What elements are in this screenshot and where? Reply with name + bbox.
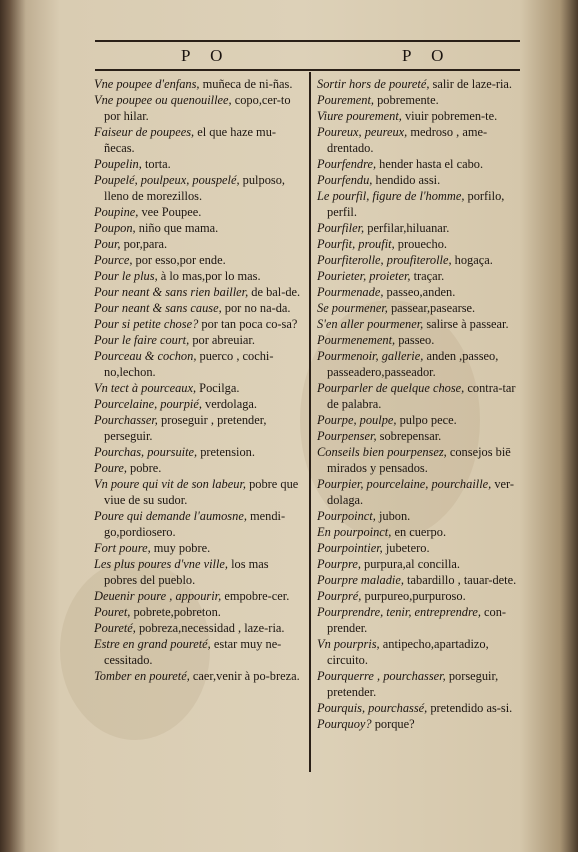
- dictionary-entry: [94, 668, 302, 684]
- dictionary-entry: [317, 76, 523, 92]
- entry-headword: Se pourmener,: [317, 301, 388, 315]
- entry-headword: Pourprendre, tenir, entreprendre,: [317, 605, 481, 619]
- entry-headword: Pourparler de quelque chose,: [317, 381, 465, 395]
- dictionary-entry: [94, 444, 302, 460]
- entry-definition: con-prender.: [327, 605, 507, 635]
- entry-definition: de bal-de.: [248, 285, 301, 299]
- entry-definition: pobre que viue de su sudor.: [104, 477, 299, 507]
- dictionary-entry: [94, 156, 302, 172]
- entry-definition: hendido assi.: [372, 173, 441, 187]
- entry-definition: torta.: [141, 157, 171, 171]
- dictionary-entry: [94, 236, 302, 252]
- entry-headword: Poureté,: [94, 621, 136, 635]
- dictionary-entry: [317, 572, 523, 588]
- entry-headword: Pourpe, poulpe,: [317, 413, 397, 427]
- entry-definition: en cuerpo.: [391, 525, 447, 539]
- left-column: [94, 76, 302, 684]
- dictionary-entry: [317, 316, 523, 332]
- entry-definition: pobrete,pobreton.: [130, 605, 221, 619]
- entry-definition: sobrepensar.: [376, 429, 442, 443]
- entry-headword: Pourfiterolle, proufiterolle,: [317, 253, 452, 267]
- header-rule: [95, 69, 520, 71]
- entry-definition: tabardillo , tauar-dete.: [403, 573, 517, 587]
- dictionary-entry: [317, 236, 523, 252]
- entry-definition: passeo.: [395, 333, 435, 347]
- dictionary-entry: [317, 332, 523, 348]
- dictionary-entry: [94, 396, 302, 412]
- dictionary-entry: [317, 380, 523, 412]
- dictionary-entry: [317, 268, 523, 284]
- entry-definition: porseguir, pretender.: [327, 669, 499, 699]
- entry-headword: Pourquoy?: [317, 717, 372, 731]
- entry-definition: jubetero.: [382, 541, 430, 555]
- entry-definition: traçar.: [410, 269, 445, 283]
- entry-headword: Faiseur de poupees,: [94, 125, 195, 139]
- entry-headword: Pource,: [94, 253, 133, 267]
- entry-headword: Pour neant & sans cause,: [94, 301, 222, 315]
- entry-definition: medroso , ame-drentado.: [327, 125, 488, 155]
- dictionary-entry: [317, 220, 523, 236]
- entry-headword: Pourquis, pourchassé,: [317, 701, 428, 715]
- entry-definition: empobre-cer.: [221, 589, 290, 603]
- entry-definition: mendi-go,pordiosero.: [104, 509, 286, 539]
- entry-definition: muy pobre.: [150, 541, 211, 555]
- entry-headword: Pourquerre , pourchasser,: [317, 669, 446, 683]
- entry-definition: por esso,por ende.: [132, 253, 226, 267]
- entry-definition: à lo mas,por lo mas.: [157, 269, 261, 283]
- dictionary-entry: [94, 332, 302, 348]
- entry-definition: el que haze mu-ñecas.: [104, 125, 277, 155]
- entry-headword: Fort poure,: [94, 541, 151, 555]
- dictionary-entry: [94, 556, 302, 588]
- entry-headword: Pourpenser,: [317, 429, 377, 443]
- dictionary-entry: [94, 348, 302, 380]
- entry-headword: Pourchas, poursuite,: [94, 445, 198, 459]
- entry-definition: caer,venir à po-breza.: [189, 669, 300, 683]
- entry-headword: Pourfendu,: [317, 173, 373, 187]
- entry-definition: antipecho,apartadizo, circuito.: [327, 637, 489, 667]
- entry-headword: Pourpier, pourcelaine, pourchaille,: [317, 477, 492, 491]
- dictionary-entry: [94, 460, 302, 476]
- entry-definition: passear,pasearse.: [387, 301, 476, 315]
- entry-headword: Estre en grand poureté,: [94, 637, 211, 651]
- entry-definition: copo,cer-to por hilar.: [104, 93, 291, 123]
- dictionary-entry: [317, 668, 523, 700]
- entry-headword: Pourceau & cochon,: [94, 349, 197, 363]
- entry-headword: Pour,: [94, 237, 121, 251]
- entry-headword: Pouret,: [94, 605, 131, 619]
- entry-headword: En pourpoinct,: [317, 525, 392, 539]
- entry-headword: Pourmenoir, gallerie,: [317, 349, 424, 363]
- dictionary-entry: [317, 300, 523, 316]
- entry-headword: Les plus poures d'vne ville,: [94, 557, 228, 571]
- entry-headword: Poure,: [94, 461, 127, 475]
- entry-headword: Pourcelaine, pourpié,: [94, 397, 202, 411]
- dictionary-entry: [317, 476, 523, 508]
- entry-definition: porfilo, perfil.: [327, 189, 505, 219]
- dictionary-entry: [94, 620, 302, 636]
- entry-definition: perfilar,hiluanar.: [364, 221, 450, 235]
- entry-headword: Poupelé, poulpeux, pouspelé,: [94, 173, 240, 187]
- entry-definition: hogaça.: [451, 253, 493, 267]
- dictionary-entry: [94, 172, 302, 204]
- entry-headword: Poureux, peureux,: [317, 125, 408, 139]
- entry-definition: vee Poupee.: [138, 205, 202, 219]
- entry-definition: viuir pobremen-te.: [401, 109, 498, 123]
- entry-headword: Pourieter, proieter,: [317, 269, 411, 283]
- dictionary-entry: [317, 636, 523, 668]
- dictionary-entry: [317, 540, 523, 556]
- entry-headword: Sortir hors de poureté,: [317, 77, 430, 91]
- column-divider: [309, 72, 311, 772]
- entry-headword: Poupine,: [94, 205, 139, 219]
- entry-definition: por abreuiar.: [189, 333, 255, 347]
- entry-headword: Pourfiler,: [317, 221, 365, 235]
- entry-definition: pulposo, lleno de morezillos.: [104, 173, 285, 203]
- dictionary-entry: [94, 124, 302, 156]
- entry-definition: niño que mama.: [135, 221, 219, 235]
- dictionary-entry: [94, 508, 302, 540]
- entry-definition: por tan poca co-sa?: [198, 317, 298, 331]
- dictionary-entry: [317, 508, 523, 524]
- entry-headword: Poupelin,: [94, 157, 142, 171]
- entry-headword: Pourpointier,: [317, 541, 383, 555]
- entry-headword: Pourement,: [317, 93, 375, 107]
- dictionary-entry: [94, 300, 302, 316]
- entry-headword: Poure qui demande l'aumosne,: [94, 509, 247, 523]
- entry-headword: Pourchasser,: [94, 413, 158, 427]
- entry-definition: los mas pobres del pueblo.: [104, 557, 269, 587]
- dictionary-entry: [317, 124, 523, 156]
- entry-definition: contra-tar de palabra.: [327, 381, 516, 411]
- dictionary-entry: [317, 284, 523, 300]
- dictionary-entry: [317, 348, 523, 380]
- dictionary-entry: [317, 156, 523, 172]
- entry-definition: pulpo pece.: [396, 413, 457, 427]
- entry-definition: pobremente.: [374, 93, 439, 107]
- entry-definition: pretendido as-si.: [427, 701, 513, 715]
- dictionary-entry: [317, 556, 523, 572]
- entry-headword: Conseils bien pourpensez,: [317, 445, 447, 459]
- entry-definition: pretension.: [197, 445, 255, 459]
- entry-headword: Vn tect à pourceaux,: [94, 381, 197, 395]
- entry-headword: Pourmenade,: [317, 285, 384, 299]
- entry-headword: Vn pourpris,: [317, 637, 380, 651]
- entry-headword: Pour si petite chose?: [94, 317, 199, 331]
- entry-definition: jubon.: [375, 509, 411, 523]
- dictionary-entry: [317, 172, 523, 188]
- entry-definition: estar muy ne-cessitado.: [104, 637, 282, 667]
- entry-definition: consejos biē mirados y pensados.: [327, 445, 511, 475]
- dictionary-entry: [94, 316, 302, 332]
- dictionary-entry: [94, 252, 302, 268]
- top-rule: [95, 40, 520, 42]
- dictionary-entry: [317, 604, 523, 636]
- entry-headword: Pourpre maladie,: [317, 573, 404, 587]
- entry-definition: verdolaga.: [201, 397, 257, 411]
- entry-headword: Pourmenement,: [317, 333, 396, 347]
- dictionary-entry: [94, 636, 302, 668]
- dictionary-entry: [317, 428, 523, 444]
- entry-headword: Poupon,: [94, 221, 136, 235]
- dictionary-entry: [94, 204, 302, 220]
- dictionary-entry: [94, 380, 302, 396]
- dictionary-entry: [317, 412, 523, 428]
- entry-headword: Pourpre,: [317, 557, 361, 571]
- entry-definition: salirse à passear.: [423, 317, 509, 331]
- entry-definition: Pocilga.: [196, 381, 240, 395]
- dictionary-entry: [94, 76, 302, 92]
- entry-definition: passeo,anden.: [383, 285, 456, 299]
- dictionary-entry: [94, 476, 302, 508]
- dictionary-entry: [317, 108, 523, 124]
- dictionary-entry: [317, 700, 523, 716]
- entry-definition: porque?: [371, 717, 415, 731]
- entry-headword: Deuenir poure , appourir,: [94, 589, 222, 603]
- dictionary-entry: [94, 588, 302, 604]
- entry-headword: Tomber en poureté,: [94, 669, 190, 683]
- entry-definition: purpureo,purpuroso.: [361, 589, 466, 603]
- right-column: [317, 76, 523, 732]
- dictionary-entry: [317, 524, 523, 540]
- entry-definition: pobre.: [126, 461, 162, 475]
- entry-definition: puerco , cochi-no,lechon.: [104, 349, 274, 379]
- entry-definition: hender hasta el cabo.: [376, 157, 484, 171]
- entry-definition: por no na-da.: [221, 301, 291, 315]
- dictionary-entry: [317, 444, 523, 476]
- dictionary-entry: [317, 252, 523, 268]
- entry-definition: ver-dolaga.: [327, 477, 515, 507]
- entry-headword: Le pourfil, figure de l'homme,: [317, 189, 465, 203]
- entry-headword: Pour neant & sans rien bailler,: [94, 285, 249, 299]
- dictionary-entry: [317, 716, 523, 732]
- entry-headword: Pourpoinct,: [317, 509, 376, 523]
- running-head-left: P O: [181, 46, 231, 65]
- entry-headword: Vne poupee ou quenouillee,: [94, 93, 232, 107]
- dictionary-entry: [94, 220, 302, 236]
- entry-definition: proseguir , pretender, perseguir.: [104, 413, 267, 443]
- entry-headword: Vne poupee d'enfans,: [94, 77, 200, 91]
- entry-headword: S'en aller pourmener,: [317, 317, 424, 331]
- entry-headword: Pourpré,: [317, 589, 362, 603]
- dictionary-entry: [317, 188, 523, 220]
- entry-definition: muñeca de ni-ñas.: [199, 77, 293, 91]
- entry-definition: pobreza,necessidad , laze-ria.: [135, 621, 285, 635]
- running-head-right: P O: [402, 46, 452, 65]
- entry-definition: prouecho.: [394, 237, 447, 251]
- entry-definition: anden ,passeo, passeadero,passeador.: [327, 349, 499, 379]
- dictionary-entry: [94, 92, 302, 124]
- dictionary-entry: [94, 268, 302, 284]
- entry-headword: Pour le faire court,: [94, 333, 190, 347]
- dictionary-entry: [94, 284, 302, 300]
- dictionary-entry: [317, 588, 523, 604]
- entry-definition: purpura,al concilla.: [360, 557, 461, 571]
- entry-headword: Pour le plus,: [94, 269, 158, 283]
- dictionary-entry: [94, 540, 302, 556]
- dictionary-entry: [94, 412, 302, 444]
- entry-headword: Pourfit, proufit,: [317, 237, 395, 251]
- dictionary-entry: [317, 92, 523, 108]
- entry-headword: Vn poure qui vit de son labeur,: [94, 477, 246, 491]
- entry-definition: por,para.: [120, 237, 168, 251]
- entry-headword: Pourfendre,: [317, 157, 377, 171]
- entry-headword: Viure pourement,: [317, 109, 402, 123]
- dictionary-entry: [94, 604, 302, 620]
- entry-definition: salir de laze-ria.: [429, 77, 512, 91]
